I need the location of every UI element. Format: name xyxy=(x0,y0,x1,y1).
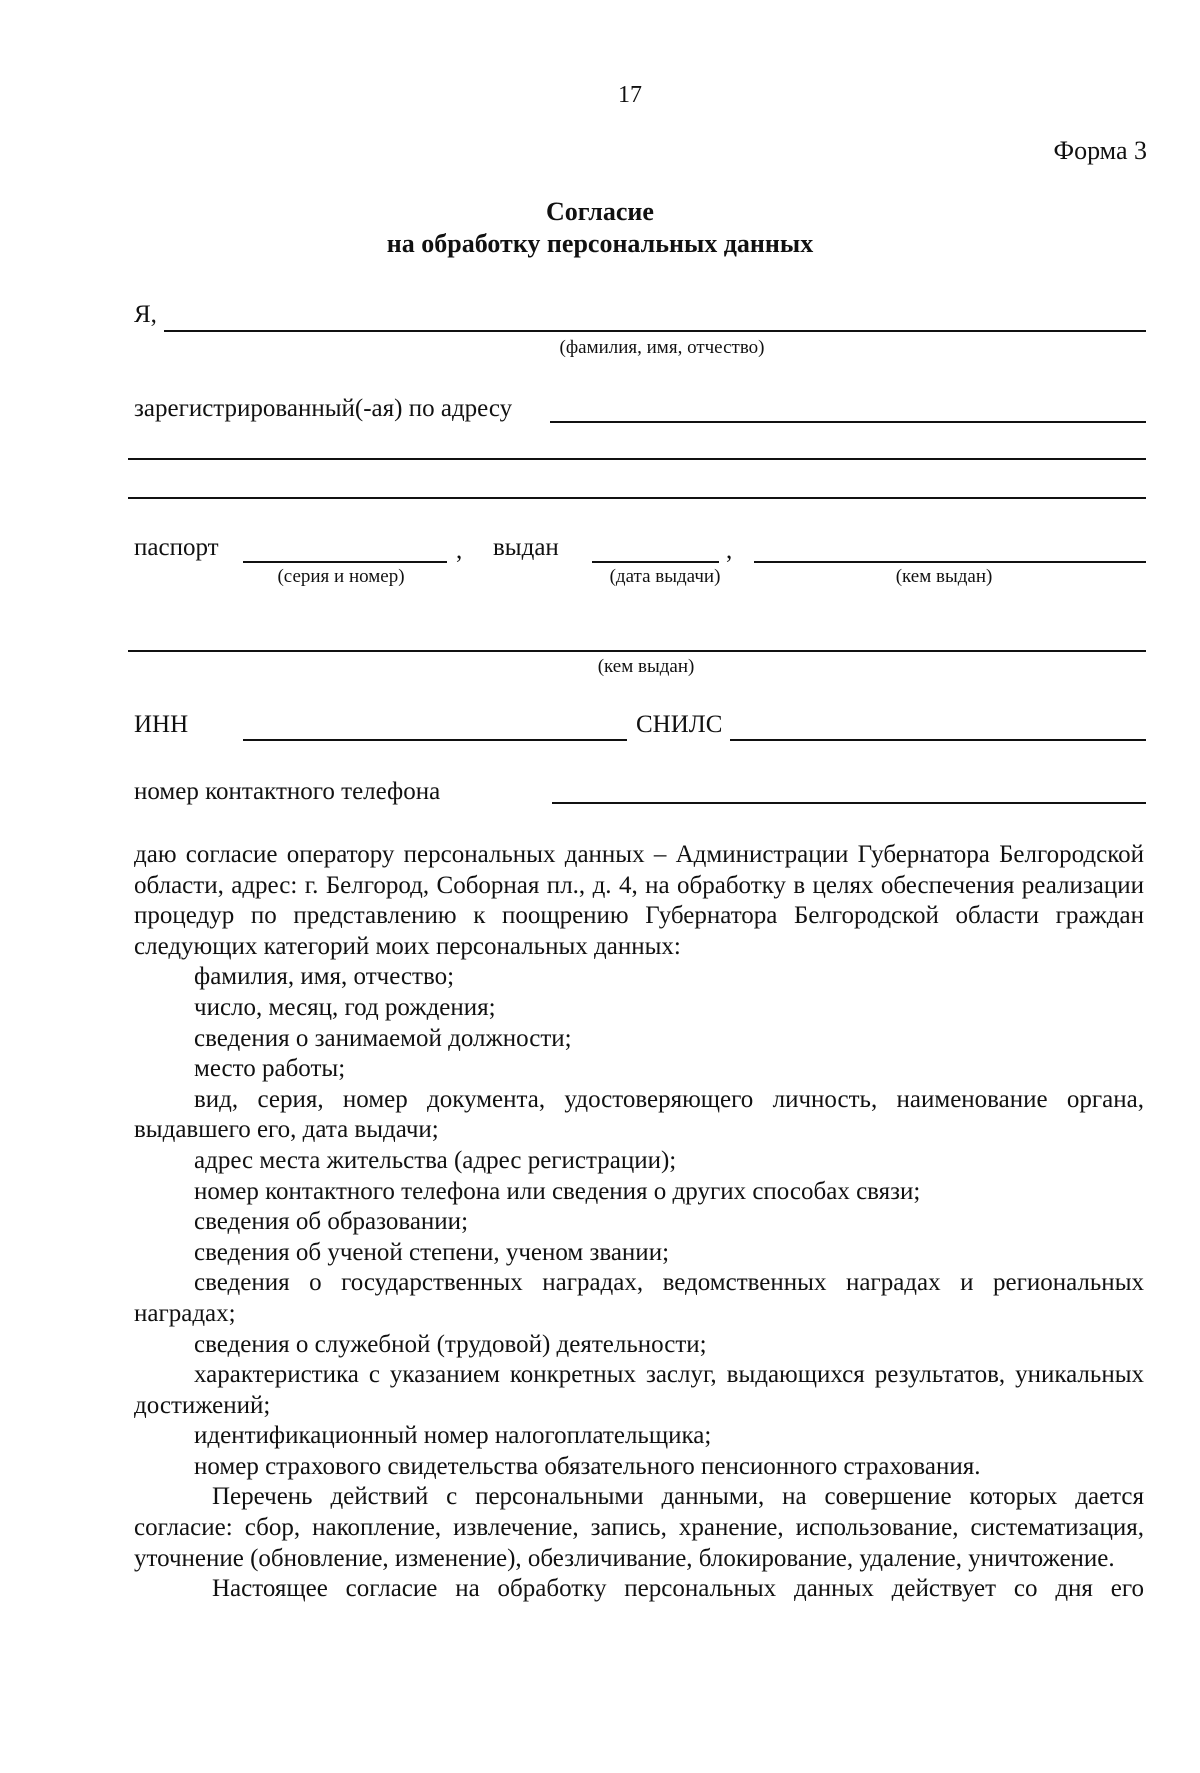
issued-comma: , xyxy=(726,537,733,564)
form-label: Форма 3 xyxy=(1053,136,1147,165)
data-category-item: вид, серия, номер документа, удостоверяющего личность, наименование органа, выдавшего его, дата выдачи; xyxy=(134,1085,1144,1144)
address-field-line-2[interactable] xyxy=(128,458,1146,460)
snils-label: СНИЛС xyxy=(636,711,723,738)
passport-series-line[interactable] xyxy=(243,561,447,563)
snils-field-line[interactable] xyxy=(730,739,1146,741)
data-category-item: сведения об образовании; xyxy=(194,1208,469,1236)
actions-paragraph: Перечень действий с персональными данными, на совершение которых дается согласие: сбор, накопление, извлечение, запись, хранение, использование, систематизация, уточнение (обновление, изменение), обезличивание, блокирование, удаление, уничтожение. xyxy=(134,1483,1144,1572)
issuer-line-2[interactable] xyxy=(128,650,1146,652)
fio-caption: (фамилия, имя, отчество) xyxy=(559,337,765,358)
issue-date-line[interactable] xyxy=(592,561,719,563)
data-category-item: адрес места жительства (адрес регистрации); xyxy=(194,1146,677,1174)
date-caption: (дата выдачи) xyxy=(609,566,721,587)
address-label: зарегистрированный(-ая) по адресу xyxy=(134,395,513,422)
issued-label: выдан xyxy=(493,534,559,561)
data-category-item: идентификационный номер налогоплательщика; xyxy=(194,1422,712,1450)
inn-field-line[interactable] xyxy=(243,739,627,741)
consent-intro: даю согласие оператору персональных данных – Администрации Губернатора Белгородской области, адрес: г. Белгород, Соборная пл., д. 4, на обработку в целях обеспечения реализации процедур по представлению к поощрению Губернатора Белгородской области граждан следующих категорий моих персональных данных: xyxy=(134,841,1144,960)
inn-label: ИНН xyxy=(134,711,189,738)
data-category-item: характеристика с указанием конкретных заслуг, выдающихся результатов, уникальных достижений; xyxy=(134,1361,1144,1419)
phone-field-line[interactable] xyxy=(552,802,1146,804)
ya-label: Я, xyxy=(134,301,157,328)
data-category-item: сведения о служебной (трудовой) деятельности; xyxy=(194,1330,707,1358)
data-category-item: сведения об ученой степени, ученом звании; xyxy=(194,1238,670,1266)
validity-paragraph: Настоящее согласие на обработку персональных данных действует со дня его xyxy=(212,1575,1144,1603)
passport-label: паспорт xyxy=(134,534,219,561)
data-category-item: сведения о государственных наградах, ведомственных наградах и региональных наградах; xyxy=(134,1269,1144,1327)
document-title: Согласие xyxy=(546,197,654,226)
fio-field-line[interactable] xyxy=(164,330,1146,332)
document-subtitle: на обработку персональных данных xyxy=(386,229,814,258)
address-field-line-3[interactable] xyxy=(128,497,1146,499)
passport-comma: , xyxy=(456,537,463,564)
data-category-item: номер контактного телефона или сведения о других способах связи; xyxy=(194,1177,921,1205)
consent-body xyxy=(134,840,1144,1605)
data-category-item: место работы; xyxy=(194,1055,346,1083)
series-caption: (серия и номер) xyxy=(277,566,405,587)
issuer-caption: (кем выдан) xyxy=(895,566,993,587)
page-number: 17 xyxy=(618,82,642,108)
data-category-item: фамилия, имя, отчество; xyxy=(194,963,455,991)
phone-label: номер контактного телефона xyxy=(134,778,441,805)
issuer-line[interactable] xyxy=(754,561,1146,563)
data-category-item: сведения о занимаемой должности; xyxy=(194,1024,572,1052)
address-field-line-1[interactable] xyxy=(550,421,1146,423)
data-category-item: номер страхового свидетельства обязательного пенсионного страхования. xyxy=(194,1452,981,1480)
issuer-caption-2: (кем выдан) xyxy=(597,656,695,677)
data-category-item: число, месяц, год рождения; xyxy=(194,993,496,1021)
